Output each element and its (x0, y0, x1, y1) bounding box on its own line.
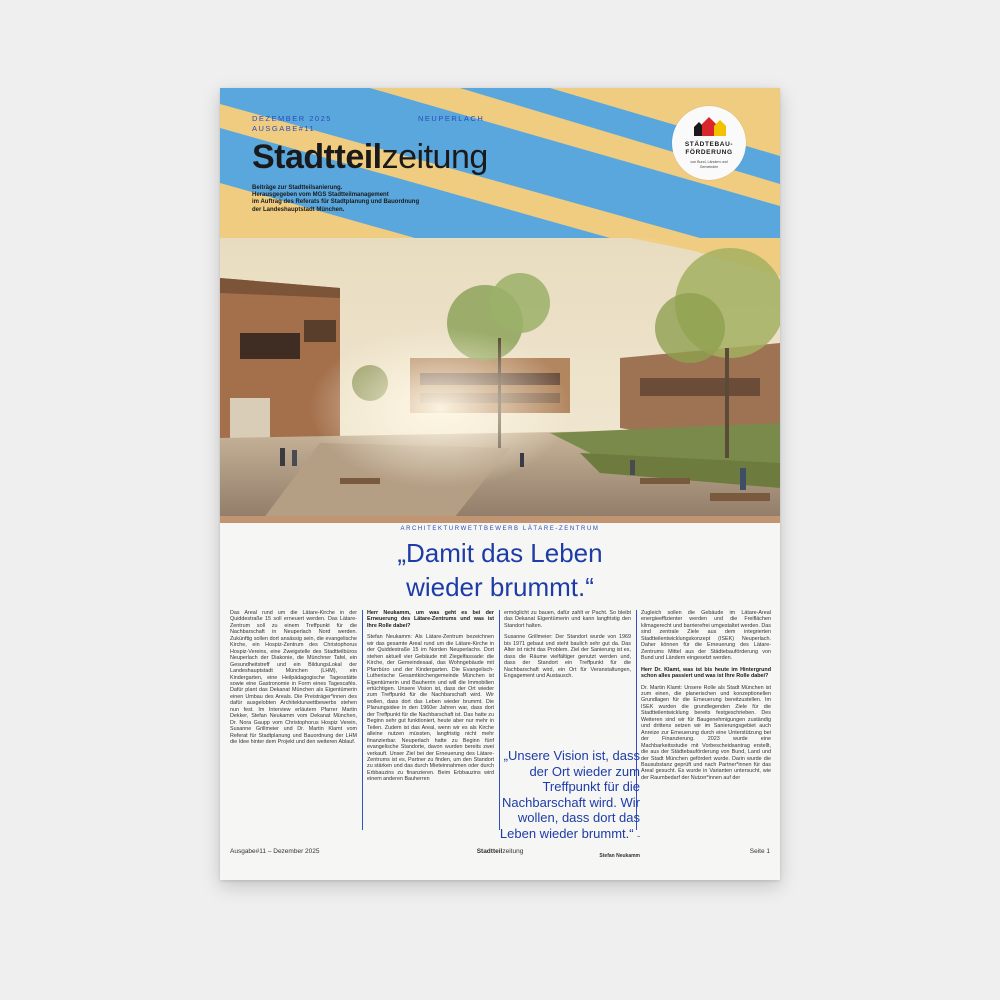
headline-line-1: „Damit das Leben (397, 538, 603, 568)
pull-quote-text: „Unsere Vision ist, dass der Ort wieder zum Treffpunkt für die Nachbarschaft wird. Wir wollen, dass dort das Leben wieder brummt.“ (499, 748, 640, 841)
issue-date: DEZEMBER 2025 (252, 114, 332, 123)
logo-small-2: Gemeinden (699, 165, 719, 169)
issue-number: AUSGABE#11 (252, 124, 316, 133)
title-regular: zeitung (381, 138, 488, 176)
footer-title (220, 848, 780, 855)
title-bold: Stadtteil (252, 138, 382, 176)
footer-title-regular: zeitung (502, 848, 524, 855)
footer-issue: Ausgabe#11 – Dezember 2025 (230, 848, 320, 855)
headline-line-2: wieder brummt.“ (406, 572, 594, 602)
column-paragraph: Stefan Neukamm: Als Lätare-Zentrum bezeichnen wir das gesamte Areal rund um die Lätare-Kirche in der Quiddestraße 15 im Norden Neuperlachs. Dort stehen aktuell vier Gebäude mit Ziegelfassade: die Kirche, der Gemeindesaal, das Wohngebäude mit Pfarrbüro und der Kindergarten. Die Evangelisch-Lutherische Gesamtkirchengemeinde München ist Eigentümerin und Bauherrin und will die Immobilien ertüchtigen. Unsere Vision ist, dass der Ort wieder zum Treffpunkt für die Nachbarschaft wird. Wir wollen, dass dort das Leben wieder brummt. Die Planungsidee in den 1960er Jahren war, dass dort der Treffpunkt für die Nachbarschaft ist. Das hatte zu Beginn sehr gut funktioniert, heute aber nur mehr in Teilen. Zudem ist das Areal, wenn wir es als Kirche alleine nutzen müssten, langfristig nicht mehr finanzierbar. Neuperlach hatte zu Beginn fünf evangelische Standorte, davon wurden bereits zwei verkauft. Unser Ziel bei der Erneuerung des Lätare-Zentrums ist es, Partner zu finden, um den Standort zu stärken und das durch Mieteinnahmen oder durch Erbbauzins zu finanzieren. Beim Erbbauzins wird einem anderen Bauherren (367, 634, 494, 783)
subtitle-line: Beiträge zur Stadtteilsanierung. (252, 185, 343, 191)
footer-page-number: Seite 1 (749, 848, 770, 855)
houses-icon (672, 112, 746, 142)
courtyard-illustration (220, 238, 780, 523)
interview-question: Herr Neukamm, um was geht es bei der Erneuerung des Lätare-Zentrums und was ist Ihre Rolle dabei? (367, 610, 494, 629)
article-column-1 (230, 610, 357, 810)
article-column-2 (367, 610, 494, 834)
article-headline (260, 536, 740, 604)
pull-quote-credit: – Stefan Neukamm (599, 833, 640, 859)
footer-title-bold: Stadtteil (476, 848, 503, 855)
subtitle-line: im Auftrag des Referats für Stadtplanung und Bauordnung (252, 199, 420, 206)
hero-architecture-rendering (220, 238, 780, 523)
column-rule (362, 610, 363, 830)
column-paragraph: Das Areal rund um die Lätare-Kirche in der Quiddestraße 15 soll erneuert werden. Das Lätare-Zentrum soll zu einem Treffpunkt für die Nachbarschaft in Neuperlach Nord werden. Zukünftig sollen dort ansässig sein, die evangelische Kirche, ein Hospiz-Zentrum des Christophorus Hospiz-Vereins, eine Zweigstelle des Stadtteilbüros Neuperlach der Diakonie, die Münchner Tafel, ein Gesundheitstreff und ein BildungsLokal der Landeshauptstadt München (LHM), ein Kindergarten, eine Heilpädagogische Tagesstätte sowie eine Gastronomie in Form eines Tagescafés. Dafür plant das Dekanat München als Eigentümerin einen Umbau des Areals. Die Preisträger*innen des dafür ausgelobten Architekturwettbewerbs stehen nun fest. Im Interview erläutern Pfarrer Martin Dekker, Stefan Neukamm vom Dekanat München, Dr. Nora Gaupp vom Christophorus Hospiz Verein, Susanne Grillmeier und Dr. Martin Klamt vom Referat für Stadtplanung und Bauordnung der LHM die Idee hinter dem Projekt und den weiteren Ablauf. (230, 610, 357, 746)
masthead (220, 88, 780, 238)
logo-small-1: von Bund, Ländern und (690, 160, 728, 164)
article-column-3 (504, 610, 631, 730)
subtitle-line: der Landeshauptstadt München. (252, 206, 345, 213)
subtitle-line: Herausgegeben vom MGS Stadtteilmanagement (252, 192, 389, 199)
column-paragraph: Dr. Martin Klamt: Unsere Rolle als Stadt München ist zum einen, die planerischen und konzeptionellen Grundlagen für die Erneuerung bereitzustellen. Im ISEK wurden die grundlegenden Ziele für die Stadtteilentwicklung bereits festgeschrieben. Des Weiteren sind wir für Baugenehmigungen zuständig und drittens setzen wir im Sanierungsgebiet auch Anreize zur Erneuerung durch eine Unterstützung bei der Finanzierung. 2023 wurde eine Machbarkeitsstudie mit Vorbescheidsantrag erstellt, die aus der Städtebauförderung von Bund, Land und der Stadt München gefördert wurde. Darin wurde die Bausubstanz geprüft und nach Partner*innen für das Areal gesucht. Es wurde in Varianten untersucht, wie der Raumbedarf der Nutzer*innen auf der (641, 684, 771, 781)
column-paragraph: Susanne Grillmeier: Der Standort wurde von 1969 bis 1971 gebaut und steht baulich sehr gut da. Das Alter ist nicht das Problem. Ziel der Sanierung ist es, dass die Räume vielfältiger genutzt werden und, dass der Standort ein Treffpunkt für die Nachbarschaft wird, ein Ort für Veranstaltungen, Engagement und Austausch. (504, 634, 631, 680)
article-column-4 (641, 610, 771, 834)
staedtebaufoerderung-logo (672, 106, 746, 180)
article-kicker: ARCHITEKTURWETTBEWERB LÄTARE-ZENTRUM (400, 526, 600, 532)
newspaper-page (220, 88, 780, 880)
interview-question: Herr Dr. Klamt, was ist bis heute im Hintergrund schon alles passiert und was ist Ihre Rolle dabei? (641, 666, 771, 680)
logo-line-2: FÖRDERUNG (685, 149, 733, 156)
masthead-title (252, 140, 488, 174)
column-paragraph: ermöglicht zu bauen, dafür zahlt er Pacht. So bleibt das Dekanat Eigentümerin und kann langfristig den Standort halten. (504, 610, 631, 629)
district-label: NEUPERLACH (418, 114, 485, 123)
column-paragraph: Zugleich sollen die Gebäude im Lätare-Areal energieeffizienter werden und die Freiflächen klimagerecht und barrierefrei umgestaltet werden. Das sind zentrale Ziele aus dem integrierten Stadtteilentwicklungskonzept (ISEK) Neuperlach. Daher können für die Erneuerung des Lätare-Zentrums Mittel aus der Städtebauförderung von Bund und Ländern eingesetzt werden. (641, 610, 771, 662)
logo-line-1: STÄDTEBAU- (684, 141, 734, 148)
masthead-subtitle (252, 185, 552, 214)
